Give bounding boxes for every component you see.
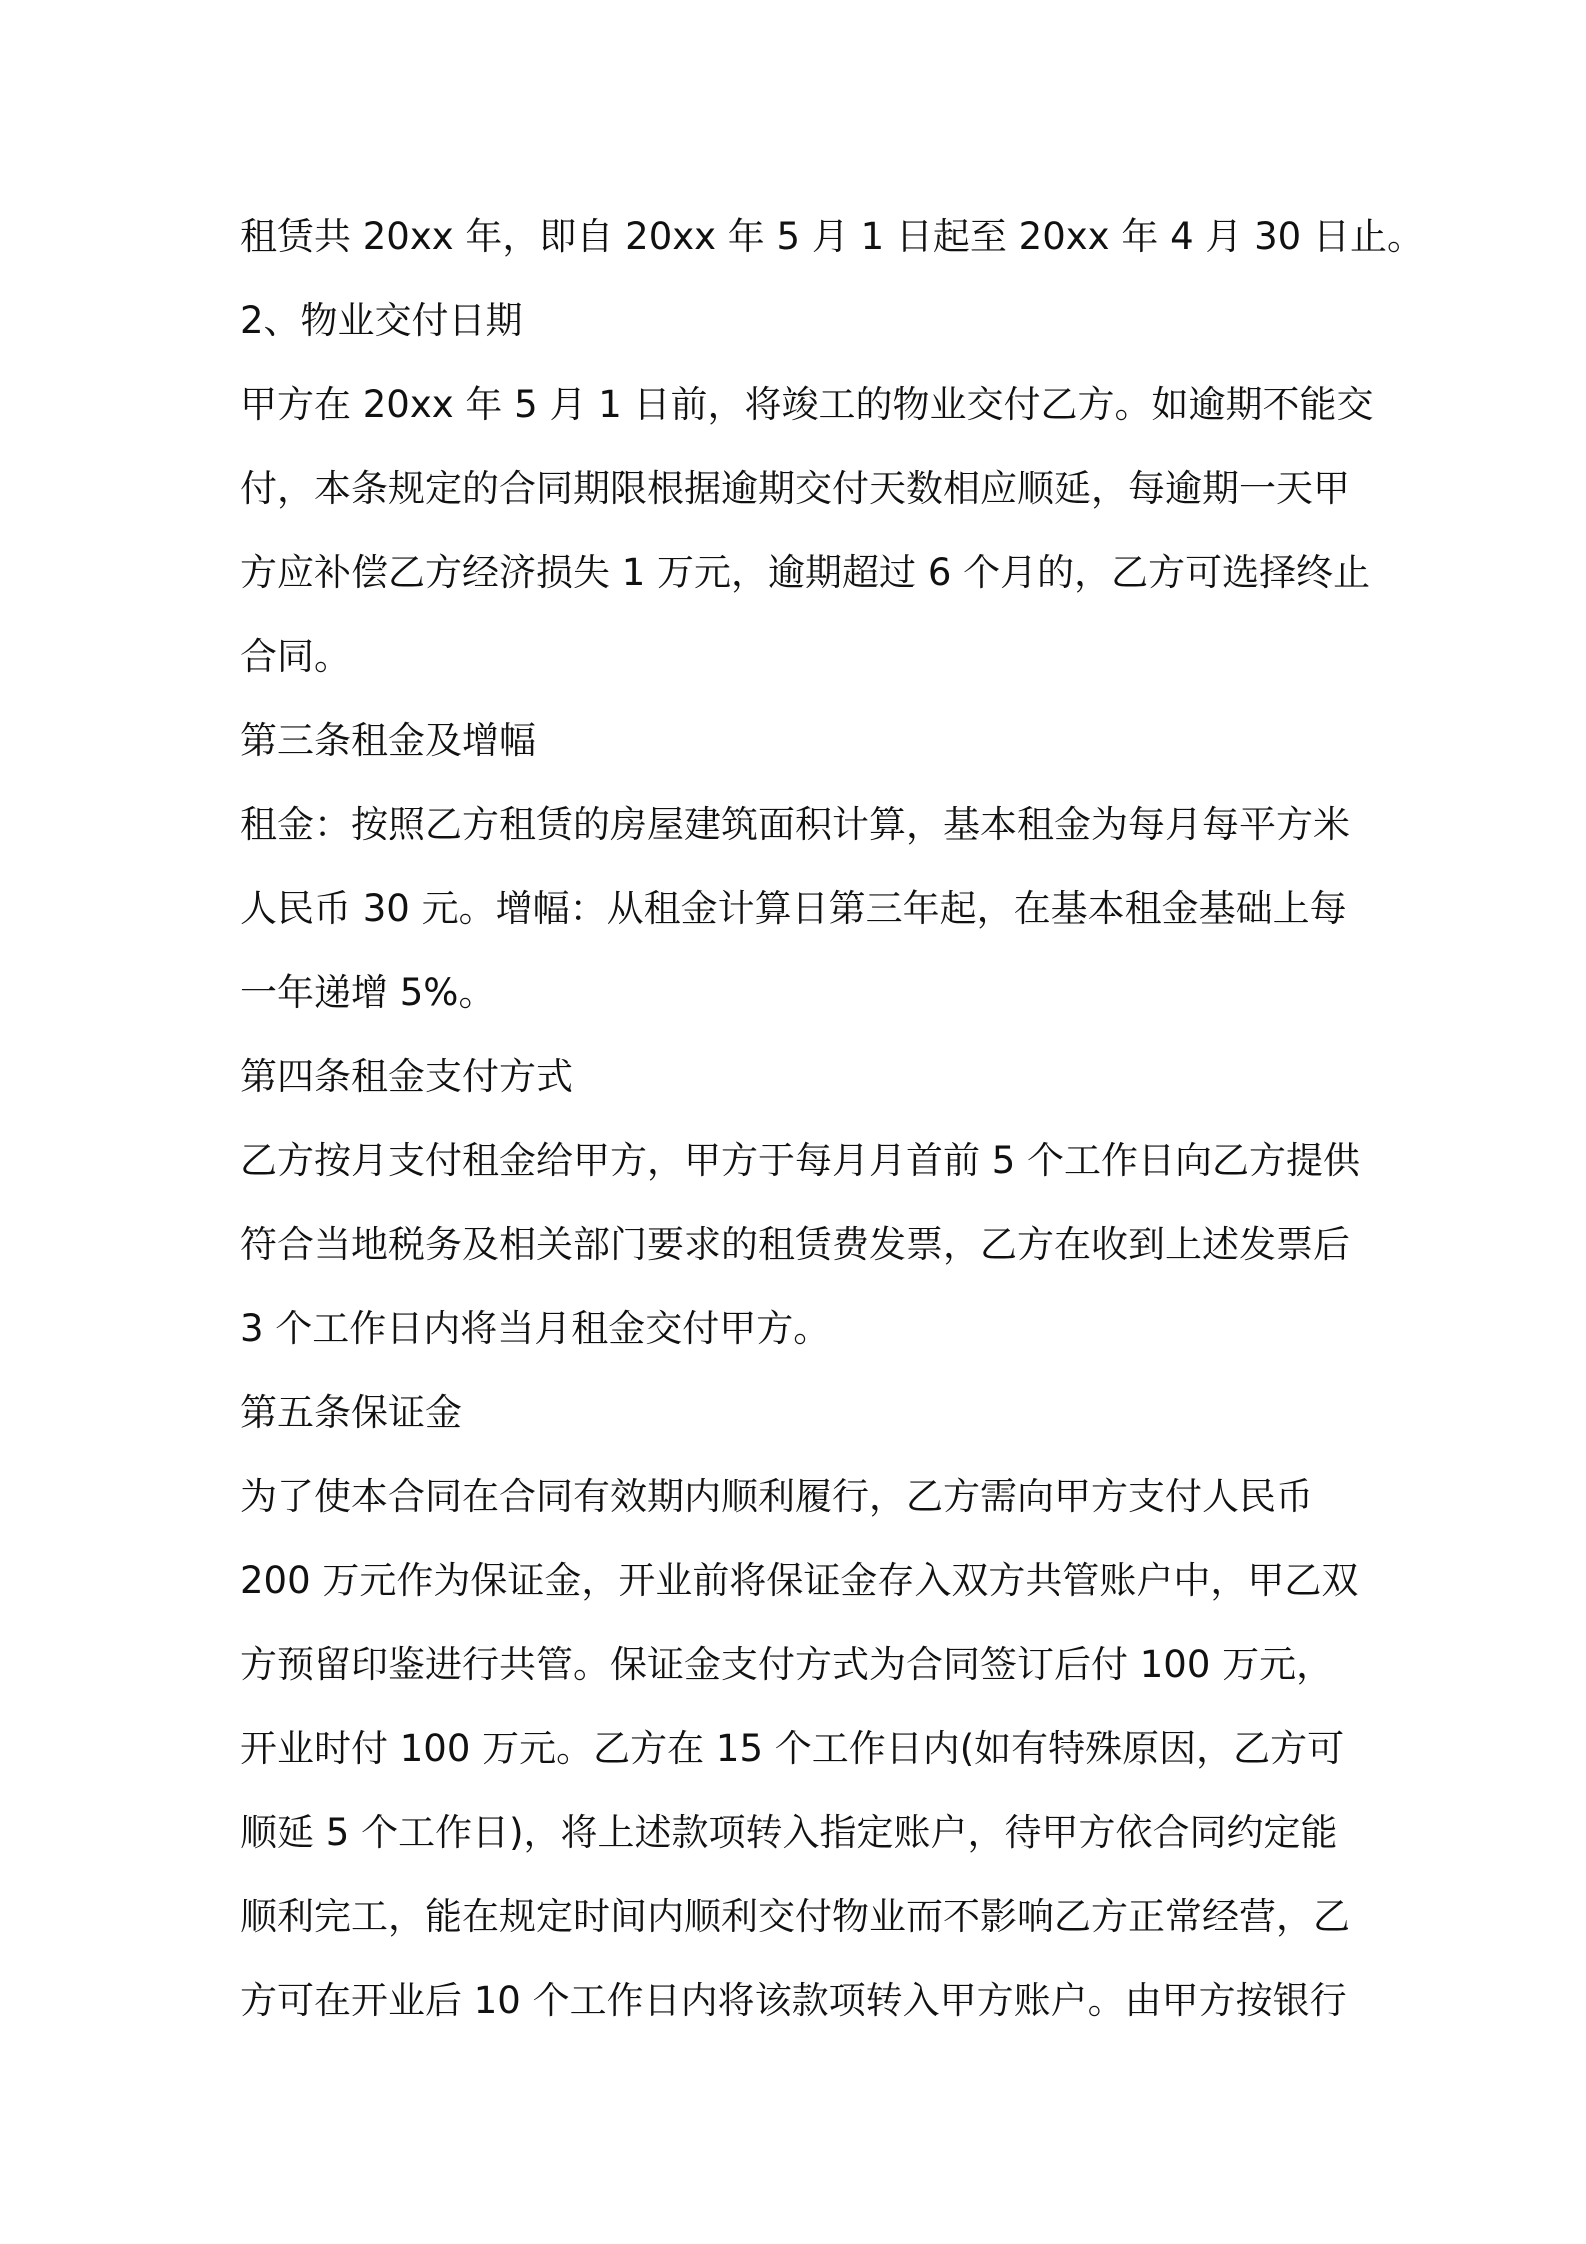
text-line: 乙方按月支付租金给甲方，甲方于每月月首前 5 个工作日向乙方提供 bbox=[240, 1139, 1361, 1182]
text-line: 方可在开业后 10 个工作日内将该款项转入甲方账户。由甲方按银行 bbox=[240, 1979, 1347, 2022]
text-line: 甲方在 20xx 年 5 月 1 日前，将竣工的物业交付乙方。如逾期不能交 bbox=[240, 383, 1374, 426]
document-body bbox=[240, 195, 1424, 2043]
heading-article-4: 第四条租金支付方式 bbox=[240, 1055, 573, 1098]
heading-article-3: 第三条租金及增幅 bbox=[240, 719, 536, 762]
text-line: 3 个工作日内将当月租金交付甲方。 bbox=[240, 1307, 831, 1350]
text-line: 付，本条规定的合同期限根据逾期交付天数相应顺延，每逾期一天甲 bbox=[240, 467, 1350, 510]
text-line: 人民币 30 元。增幅：从租金计算日第三年起，在基本租金基础上每 bbox=[240, 887, 1347, 930]
text-line: 方预留印鉴进行共管。保证金支付方式为合同签订后付 100 万元， bbox=[240, 1643, 1334, 1686]
text-line: 租金：按照乙方租赁的房屋建筑面积计算，基本租金为每月每平方米 bbox=[240, 803, 1350, 846]
text-line: 顺利完工，能在规定时间内顺利交付物业而不影响乙方正常经营，乙 bbox=[240, 1895, 1350, 1938]
text-line-lease-term: 租赁共 20xx 年，即自 20xx 年 5 月 1 日起至 20xx 年 4 月 30 日止。 bbox=[240, 215, 1424, 258]
text-line: 合同。 bbox=[240, 635, 351, 678]
heading-article-5: 第五条保证金 bbox=[240, 1391, 462, 1434]
text-line: 符合当地税务及相关部门要求的租赁费发票，乙方在收到上述发票后 bbox=[240, 1223, 1350, 1266]
text-line: 为了使本合同在合同有效期内顺利履行，乙方需向甲方支付人民币 bbox=[240, 1475, 1313, 1518]
text-line: 一年递增 5%。 bbox=[240, 971, 496, 1014]
heading-delivery-date: 2、物业交付日期 bbox=[240, 299, 523, 342]
text-line: 开业时付 100 万元。乙方在 15 个工作日内(如有特殊原因，乙方可 bbox=[240, 1727, 1345, 1770]
text-line: 顺延 5 个工作日)，将上述款项转入指定账户，待甲方依合同约定能 bbox=[240, 1811, 1338, 1854]
text-line: 方应补偿乙方经济损失 1 万元，逾期超过 6 个月的，乙方可选择终止 bbox=[240, 551, 1371, 594]
text-line: 200 万元作为保证金，开业前将保证金存入双方共管账户中，甲乙双 bbox=[240, 1559, 1359, 1602]
